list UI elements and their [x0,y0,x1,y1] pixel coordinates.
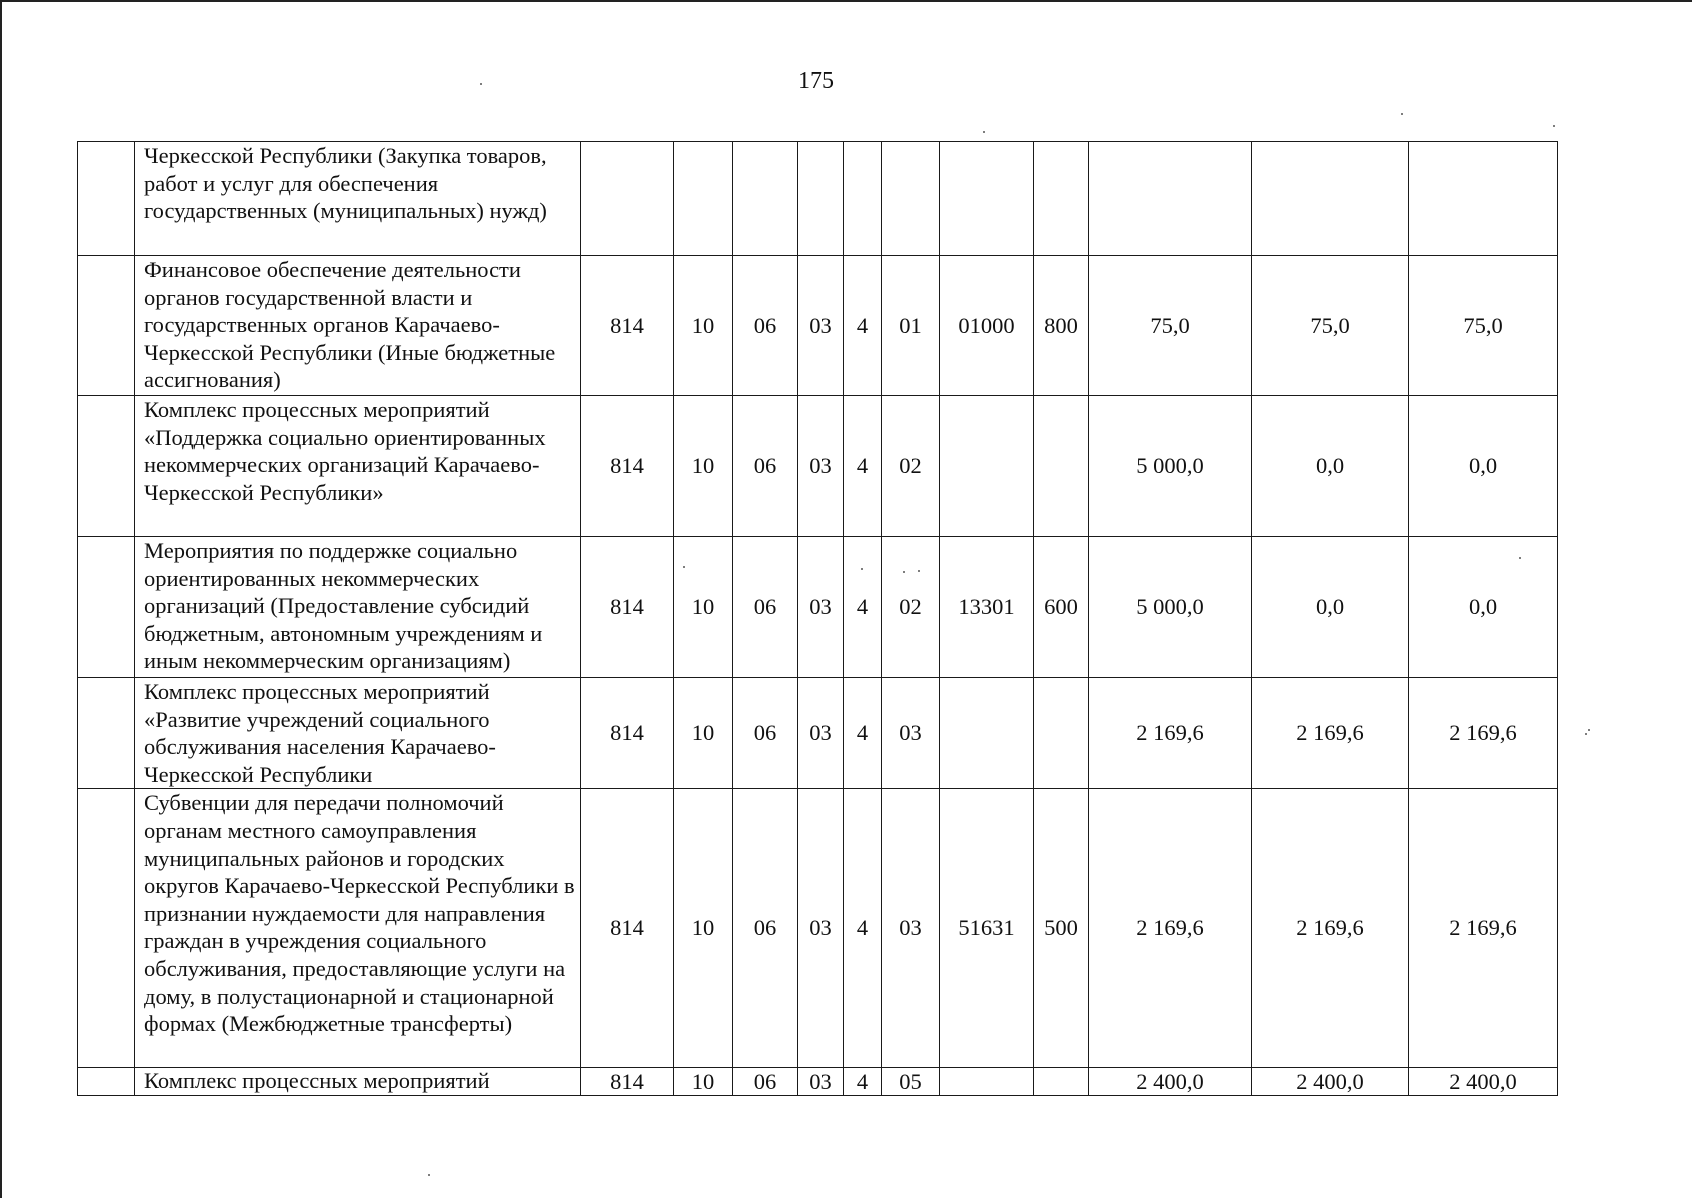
expense-type-code: 600 [1034,537,1089,678]
expense-type-code: 500 [1034,789,1089,1068]
subprogram-code: 02 [882,537,940,678]
amount-year-1: 5 000,0 [1089,537,1252,678]
amount-year-3: 0,0 [1409,537,1558,678]
table-row [78,256,1558,396]
expense-type-code: 800 [1034,256,1089,396]
row-name: Черкесской Республики (Закупка товаров, работ и услуг для обеспечения государственных (муниципальных) нужд) [135,142,581,256]
scan-speck [983,131,985,133]
table-row [78,678,1558,789]
amount-year-3: 2 169,6 [1409,789,1558,1068]
amount-year-3: 2 400,0 [1409,1068,1558,1096]
amount-year-1: 75,0 [1089,256,1252,396]
direction-code [940,396,1034,537]
amount-year-2: 2 400,0 [1252,1068,1409,1096]
table-row [78,396,1558,537]
direction-code: 13301 [940,537,1034,678]
subprogram-code: 02 [882,396,940,537]
direction-code [940,678,1034,789]
program-code: 03 [798,789,844,1068]
amount-year-2 [1252,142,1409,256]
expense-type-code [1034,1068,1089,1096]
amount-year-3 [1409,142,1558,256]
amount-year-3: 75,0 [1409,256,1558,396]
subprogram-code: 03 [882,678,940,789]
program-code: 03 [798,537,844,678]
direction-code: 51631 [940,789,1034,1068]
scan-speck [428,1174,430,1176]
subsection-code [733,142,798,256]
expense-type-code [1034,142,1089,256]
table-row [78,1068,1558,1096]
section-code: 10 [674,789,733,1068]
program-code: 03 [798,678,844,789]
row-name: Финансовое обеспечение деятельности органов государственной власти и государственных органов Карачаево-Черкесской Республики (Иные бюджетные ассигнования) [135,256,581,396]
row-index-cell [78,678,135,789]
type-code [844,142,882,256]
amount-year-1 [1089,142,1252,256]
amount-year-3: 2 169,6 [1409,678,1558,789]
subprogram-code: 01 [882,256,940,396]
amount-year-1: 5 000,0 [1089,396,1252,537]
row-index-cell [78,396,135,537]
section-code: 10 [674,1068,733,1096]
type-code: 4 [844,537,882,678]
table-row [78,789,1558,1068]
section-code [674,142,733,256]
subsection-code: 06 [733,1068,798,1096]
page-number: 175 [798,68,834,94]
budget-table [77,141,1558,1096]
scan-speck [480,83,482,85]
section-code: 10 [674,678,733,789]
row-name: Субвенции для передачи полномочий органам местного самоуправления муниципальных районов и городских округов Карачаево-Черкесской Республики в признании нуждаемости для направления граждан в учреждения социального обслуживания, предоставляющие услуги на дому, в полустационарной и стационарной формах (Межбюджетные трансферты) [135,789,581,1068]
ministry-code: 814 [581,678,674,789]
table-row [78,142,1558,256]
ministry-code: 814 [581,1068,674,1096]
row-name: Мероприятия по поддержке социально ориентированных некоммерческих организаций (Предоставление субсидий бюджетным, автономным учреждениям и иным некоммерческим организациям) [135,537,581,678]
type-code: 4 [844,678,882,789]
table-row [78,537,1558,678]
row-name: Комплекс процессных мероприятий «Развитие учреждений социального обслуживания населения Карачаево-Черкесской Республики [135,678,581,789]
scan-speck [1401,113,1403,115]
amount-year-3: 0,0 [1409,396,1558,537]
ministry-code: 814 [581,396,674,537]
amount-year-2: 2 169,6 [1252,789,1409,1068]
direction-code [940,1068,1034,1096]
subsection-code: 06 [733,256,798,396]
subsection-code: 06 [733,678,798,789]
subprogram-code: 05 [882,1068,940,1096]
direction-code [940,142,1034,256]
section-code: 10 [674,537,733,678]
row-name: Комплекс процессных мероприятий [135,1068,581,1096]
subsection-code: 06 [733,396,798,537]
amount-year-2: 0,0 [1252,396,1409,537]
row-index-cell [78,789,135,1068]
subsection-code: 06 [733,789,798,1068]
row-name: Комплекс процессных мероприятий «Поддержка социально ориентированных некоммерческих организаций Карачаево-Черкесской Республики» [135,396,581,537]
subprogram-code [882,142,940,256]
type-code: 4 [844,1068,882,1096]
ministry-code: 814 [581,256,674,396]
amount-year-2: 0,0 [1252,537,1409,678]
subsection-code: 06 [733,537,798,678]
type-code: 4 [844,396,882,537]
amount-year-2: 75,0 [1252,256,1409,396]
section-code: 10 [674,256,733,396]
row-index-cell [78,256,135,396]
program-code: 03 [798,256,844,396]
expense-type-code [1034,678,1089,789]
amount-year-1: 2 169,6 [1089,678,1252,789]
program-code: 03 [798,396,844,537]
program-code [798,142,844,256]
amount-year-2: 2 169,6 [1252,678,1409,789]
ministry-code [581,142,674,256]
amount-year-1: 2 400,0 [1089,1068,1252,1096]
ministry-code: 814 [581,537,674,678]
amount-year-1: 2 169,6 [1089,789,1252,1068]
row-index-cell [78,537,135,678]
ministry-code: 814 [581,789,674,1068]
row-index-cell [78,142,135,256]
row-index-cell [78,1068,135,1096]
scan-speck [1588,729,1590,731]
section-code: 10 [674,396,733,537]
scan-speck [1585,733,1587,735]
subprogram-code: 03 [882,789,940,1068]
program-code: 03 [798,1068,844,1096]
direction-code: 01000 [940,256,1034,396]
type-code: 4 [844,789,882,1068]
scan-speck [1553,125,1555,127]
type-code: 4 [844,256,882,396]
expense-type-code [1034,396,1089,537]
